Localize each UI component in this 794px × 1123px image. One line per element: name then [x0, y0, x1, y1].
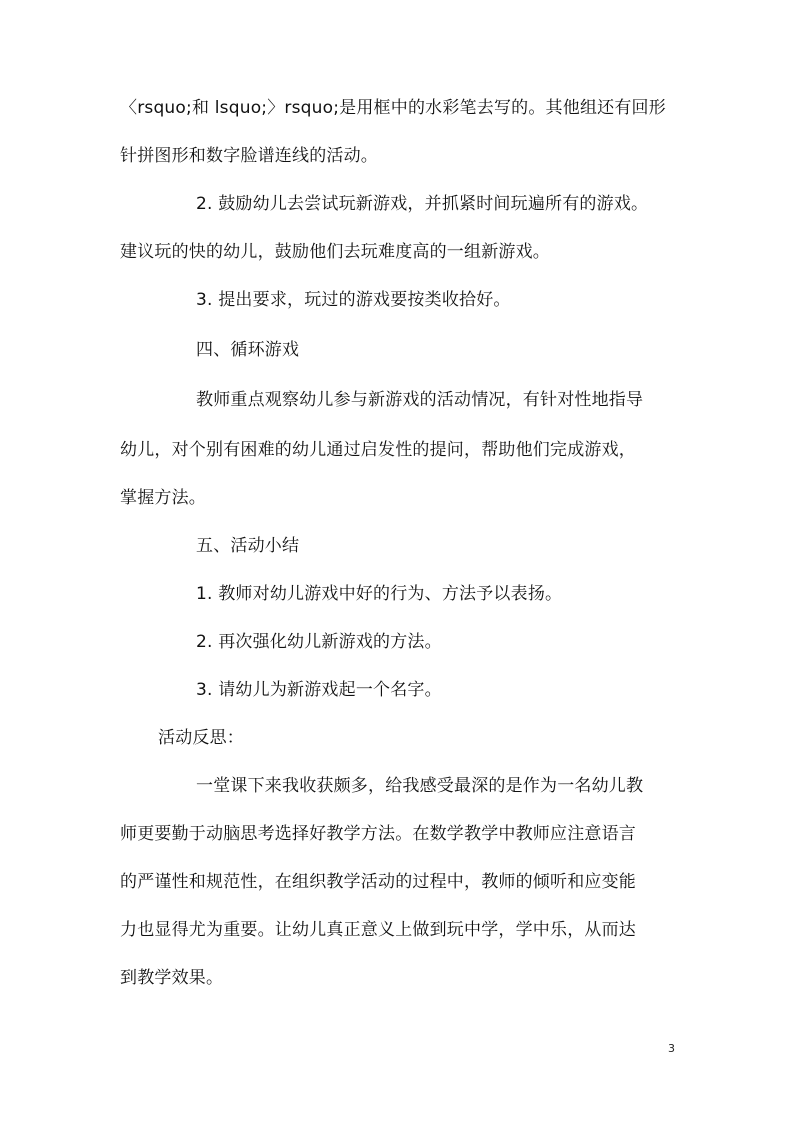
list-item: 2. 鼓励幼儿去尝试玩新游戏，并抓紧时间玩遍所有的游戏。	[196, 194, 649, 214]
list-item: 1. 教师对幼儿游戏中好的行为、方法予以表扬。	[196, 584, 563, 604]
list-item: 2. 再次强化幼儿新游戏的方法。	[196, 632, 442, 652]
paragraph-line: 建议玩的快的幼儿，鼓励他们去玩难度高的一组新游戏。	[120, 242, 550, 262]
paragraph-line: 掌握方法。	[120, 488, 206, 508]
paragraph-line: 幼儿，对个别有困难的幼儿通过启发性的提问，帮助他们完成游戏，	[120, 440, 636, 460]
paragraph-line: 力也显得尤为重要。让幼儿真正意义上做到玩中学，学中乐，从而达	[120, 920, 636, 940]
paragraph-line: 〈rsquo;和 lsquo;〉rsquo;是用框中的水彩笔去写的。其他组还有回形	[120, 98, 666, 118]
paragraph-line: 的严谨性和规范性，在组织教学活动的过程中，教师的倾听和应变能	[120, 872, 636, 892]
list-item: 3. 提出要求，玩过的游戏要按类收拾好。	[196, 290, 511, 310]
paragraph-line: 教师重点观察幼儿参与新游戏的活动情况，有针对性地指导	[196, 390, 644, 410]
page-number: 3	[668, 1042, 675, 1055]
list-item: 3. 请幼儿为新游戏起一个名字。	[196, 680, 442, 700]
paragraph-line: 一堂课下来我收获颇多，给我感受最深的是作为一名幼儿教	[196, 776, 644, 796]
section-heading: 五、活动小结	[196, 536, 300, 556]
section-heading: 活动反思：	[158, 728, 244, 748]
paragraph-line: 师更要勤于动脑思考选择好教学方法。在数学教学中教师应注意语言	[120, 824, 636, 844]
paragraph-line: 针拼图形和数字脸谱连线的活动。	[120, 146, 378, 166]
paragraph-line: 到教学效果。	[120, 968, 224, 988]
section-heading: 四、循环游戏	[196, 340, 300, 360]
